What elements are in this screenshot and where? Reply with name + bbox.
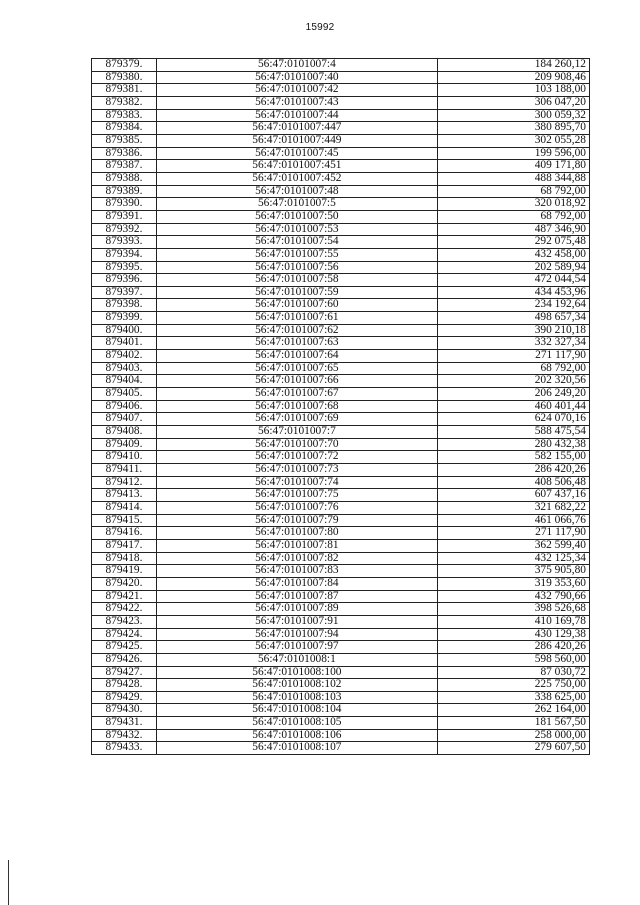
row-number-cell: 879411. — [92, 464, 157, 477]
row-number-cell: 879401. — [92, 337, 157, 350]
cadastral-value-cell: 362 599,40 — [437, 539, 589, 552]
cadastral-value-cell: 209 908,46 — [437, 71, 589, 84]
table-row — [92, 134, 590, 147]
cadastral-number-cell: 56:47:0101007:60 — [156, 299, 437, 312]
cadastral-number-cell: 56:47:0101007:64 — [156, 350, 437, 363]
cadastral-number-cell: 56:47:0101007:91 — [156, 615, 437, 628]
row-number-cell: 879417. — [92, 539, 157, 552]
row-number-cell: 879391. — [92, 210, 157, 223]
cadastral-value-cell: 380 895,70 — [437, 122, 589, 135]
cadastral-value-cell: 68 792,00 — [437, 185, 589, 198]
table-row — [92, 590, 590, 603]
table-row — [92, 71, 590, 84]
table-row — [92, 350, 590, 363]
table-row — [92, 552, 590, 565]
cadastral-number-cell: 56:47:0101008:100 — [156, 666, 437, 679]
cadastral-number-cell: 56:47:0101007:67 — [156, 388, 437, 401]
table-body — [92, 59, 590, 755]
cadastral-value-cell: 434 453,96 — [437, 286, 589, 299]
margin-line — [8, 860, 9, 905]
row-number-cell: 879426. — [92, 653, 157, 666]
row-number-cell: 879389. — [92, 185, 157, 198]
cadastral-value-cell: 430 129,38 — [437, 628, 589, 641]
cadastral-number-cell: 56:47:0101007:447 — [156, 122, 437, 135]
cadastral-value-cell: 87 030,72 — [437, 666, 589, 679]
cadastral-number-cell: 56:47:0101007:82 — [156, 552, 437, 565]
table-row — [92, 641, 590, 654]
row-number-cell: 879429. — [92, 691, 157, 704]
table-row — [92, 59, 590, 72]
cadastral-number-cell: 56:47:0101007:75 — [156, 489, 437, 502]
cadastral-value-cell: 103 188,00 — [437, 84, 589, 97]
row-number-cell: 879422. — [92, 603, 157, 616]
cadastral-value-cell: 202 589,94 — [437, 261, 589, 274]
cadastral-number-cell: 56:47:0101007:65 — [156, 362, 437, 375]
table-row — [92, 615, 590, 628]
cadastral-number-cell: 56:47:0101007:44 — [156, 109, 437, 122]
table-row — [92, 223, 590, 236]
row-number-cell: 879416. — [92, 527, 157, 540]
cadastral-value-cell: 319 353,60 — [437, 577, 589, 590]
cadastral-number-cell: 56:47:0101008:106 — [156, 729, 437, 742]
cadastral-number-cell: 56:47:0101008:103 — [156, 691, 437, 704]
cadastral-value-cell: 258 000,00 — [437, 729, 589, 742]
cadastral-value-cell: 271 117,90 — [437, 350, 589, 363]
cadastral-value-cell: 410 169,78 — [437, 615, 589, 628]
table-row — [92, 679, 590, 692]
row-number-cell: 879408. — [92, 426, 157, 439]
table-row — [92, 362, 590, 375]
table-row — [92, 514, 590, 527]
cadastral-number-cell: 56:47:0101007:59 — [156, 286, 437, 299]
cadastral-number-cell: 56:47:0101007:97 — [156, 641, 437, 654]
cadastral-number-cell: 56:47:0101008:105 — [156, 717, 437, 730]
table-row — [92, 704, 590, 717]
row-number-cell: 879418. — [92, 552, 157, 565]
table-row — [92, 729, 590, 742]
row-number-cell: 879427. — [92, 666, 157, 679]
cadastral-number-cell: 56:47:0101007:449 — [156, 134, 437, 147]
cadastral-value-cell: 225 750,00 — [437, 679, 589, 692]
cadastral-value-cell: 292 075,48 — [437, 236, 589, 249]
row-number-cell: 879394. — [92, 248, 157, 261]
row-number-cell: 879393. — [92, 236, 157, 249]
table-row — [92, 438, 590, 451]
cadastral-value-table — [91, 58, 590, 755]
table-row — [92, 299, 590, 312]
cadastral-number-cell: 56:47:0101007:56 — [156, 261, 437, 274]
table-row — [92, 527, 590, 540]
table-row — [92, 451, 590, 464]
cadastral-number-cell: 56:47:0101007:66 — [156, 375, 437, 388]
table-row — [92, 539, 590, 552]
table-row — [92, 236, 590, 249]
table-row — [92, 413, 590, 426]
table-row — [92, 742, 590, 755]
cadastral-number-cell: 56:47:0101007:451 — [156, 160, 437, 173]
cadastral-number-cell: 56:47:0101007:84 — [156, 577, 437, 590]
cadastral-value-cell: 582 155,00 — [437, 451, 589, 464]
cadastral-number-cell: 56:47:0101008:102 — [156, 679, 437, 692]
row-number-cell: 879433. — [92, 742, 157, 755]
cadastral-value-cell: 624 070,16 — [437, 413, 589, 426]
row-number-cell: 879380. — [92, 71, 157, 84]
cadastral-value-cell: 432 125,34 — [437, 552, 589, 565]
table-row — [92, 691, 590, 704]
row-number-cell: 879395. — [92, 261, 157, 274]
cadastral-number-cell: 56:47:0101007:87 — [156, 590, 437, 603]
cadastral-value-cell: 302 055,28 — [437, 134, 589, 147]
table-row — [92, 185, 590, 198]
cadastral-value-cell: 332 327,34 — [437, 337, 589, 350]
cadastral-value-cell: 202 320,56 — [437, 375, 589, 388]
table-row — [92, 577, 590, 590]
row-number-cell: 879424. — [92, 628, 157, 641]
row-number-cell: 879388. — [92, 172, 157, 185]
table-row — [92, 653, 590, 666]
cadastral-value-cell: 206 249,20 — [437, 388, 589, 401]
row-number-cell: 879381. — [92, 84, 157, 97]
row-number-cell: 879415. — [92, 514, 157, 527]
cadastral-number-cell: 56:47:0101007:55 — [156, 248, 437, 261]
table-row — [92, 84, 590, 97]
cadastral-value-cell: 280 432,38 — [437, 438, 589, 451]
cadastral-value-cell: 279 607,50 — [437, 742, 589, 755]
row-number-cell: 879383. — [92, 109, 157, 122]
cadastral-number-cell: 56:47:0101007:50 — [156, 210, 437, 223]
cadastral-number-cell: 56:47:0101007:48 — [156, 185, 437, 198]
row-number-cell: 879405. — [92, 388, 157, 401]
row-number-cell: 879412. — [92, 476, 157, 489]
cadastral-value-cell: 460 401,44 — [437, 400, 589, 413]
cadastral-value-cell: 398 526,68 — [437, 603, 589, 616]
cadastral-value-cell: 498 657,34 — [437, 312, 589, 325]
cadastral-number-cell: 56:47:0101007:83 — [156, 565, 437, 578]
table-row — [92, 717, 590, 730]
cadastral-value-cell: 598 560,00 — [437, 653, 589, 666]
table-row — [92, 426, 590, 439]
cadastral-number-cell: 56:47:0101007:62 — [156, 324, 437, 337]
cadastral-value-cell: 184 260,12 — [437, 59, 589, 72]
cadastral-value-cell: 68 792,00 — [437, 210, 589, 223]
cadastral-number-cell: 56:47:0101007:89 — [156, 603, 437, 616]
cadastral-value-cell: 607 437,16 — [437, 489, 589, 502]
row-number-cell: 879431. — [92, 717, 157, 730]
cadastral-value-cell: 262 164,00 — [437, 704, 589, 717]
table-row — [92, 375, 590, 388]
row-number-cell: 879386. — [92, 147, 157, 160]
cadastral-number-cell: 56:47:0101007:54 — [156, 236, 437, 249]
page-number: 15992 — [305, 22, 335, 33]
table-row — [92, 172, 590, 185]
cadastral-number-cell: 56:47:0101007:76 — [156, 501, 437, 514]
cadastral-value-cell: 321 682,22 — [437, 501, 589, 514]
table-row — [92, 565, 590, 578]
cadastral-number-cell: 56:47:0101007:73 — [156, 464, 437, 477]
table-row — [92, 210, 590, 223]
table-row — [92, 286, 590, 299]
cadastral-value-cell: 199 596,00 — [437, 147, 589, 160]
table-row — [92, 400, 590, 413]
cadastral-number-cell: 56:47:0101007:43 — [156, 96, 437, 109]
cadastral-number-cell: 56:47:0101007:63 — [156, 337, 437, 350]
row-number-cell: 879409. — [92, 438, 157, 451]
cadastral-number-cell: 56:47:0101007:45 — [156, 147, 437, 160]
cadastral-value-cell: 408 506,48 — [437, 476, 589, 489]
cadastral-number-cell: 56:47:0101007:70 — [156, 438, 437, 451]
row-number-cell: 879403. — [92, 362, 157, 375]
cadastral-value-cell: 338 625,00 — [437, 691, 589, 704]
row-number-cell: 879425. — [92, 641, 157, 654]
row-number-cell: 879382. — [92, 96, 157, 109]
row-number-cell: 879414. — [92, 501, 157, 514]
table-row — [92, 476, 590, 489]
cadastral-number-cell: 56:47:0101007:53 — [156, 223, 437, 236]
cadastral-number-cell: 56:47:0101007:74 — [156, 476, 437, 489]
cadastral-value-cell: 409 171,80 — [437, 160, 589, 173]
cadastral-number-cell: 56:47:0101007:81 — [156, 539, 437, 552]
cadastral-value-cell: 488 344,88 — [437, 172, 589, 185]
row-number-cell: 879404. — [92, 375, 157, 388]
table-row — [92, 147, 590, 160]
table-row — [92, 388, 590, 401]
cadastral-number-cell: 56:47:0101008:1 — [156, 653, 437, 666]
row-number-cell: 879432. — [92, 729, 157, 742]
row-number-cell: 879419. — [92, 565, 157, 578]
cadastral-number-cell: 56:47:0101007:42 — [156, 84, 437, 97]
cadastral-value-cell: 181 567,50 — [437, 717, 589, 730]
cadastral-value-cell: 432 790,66 — [437, 590, 589, 603]
cadastral-value-cell: 472 044,54 — [437, 274, 589, 287]
row-number-cell: 879399. — [92, 312, 157, 325]
cadastral-value-cell: 271 117,90 — [437, 527, 589, 540]
table-row — [92, 666, 590, 679]
cadastral-number-cell: 56:47:0101008:104 — [156, 704, 437, 717]
table-row — [92, 603, 590, 616]
cadastral-number-cell: 56:47:0101007:40 — [156, 71, 437, 84]
row-number-cell: 879406. — [92, 400, 157, 413]
row-number-cell: 879392. — [92, 223, 157, 236]
cadastral-value-cell: 461 066,76 — [437, 514, 589, 527]
cadastral-number-cell: 56:47:0101007:69 — [156, 413, 437, 426]
row-number-cell: 879410. — [92, 451, 157, 464]
cadastral-value-cell: 432 458,00 — [437, 248, 589, 261]
cadastral-number-cell: 56:47:0101008:107 — [156, 742, 437, 755]
row-number-cell: 879385. — [92, 134, 157, 147]
row-number-cell: 879397. — [92, 286, 157, 299]
table-row — [92, 628, 590, 641]
cadastral-number-cell: 56:47:0101007:72 — [156, 451, 437, 464]
table-row — [92, 489, 590, 502]
row-number-cell: 879379. — [92, 59, 157, 72]
cadastral-number-cell: 56:47:0101007:5 — [156, 198, 437, 211]
row-number-cell: 879402. — [92, 350, 157, 363]
cadastral-value-cell: 487 346,90 — [437, 223, 589, 236]
row-number-cell: 879421. — [92, 590, 157, 603]
table-row — [92, 274, 590, 287]
row-number-cell: 879396. — [92, 274, 157, 287]
table-row — [92, 248, 590, 261]
cadastral-value-cell: 306 047,20 — [437, 96, 589, 109]
row-number-cell: 879428. — [92, 679, 157, 692]
cadastral-number-cell: 56:47:0101007:58 — [156, 274, 437, 287]
row-number-cell: 879400. — [92, 324, 157, 337]
cadastral-value-cell: 375 905,80 — [437, 565, 589, 578]
table-row — [92, 324, 590, 337]
table-row — [92, 198, 590, 211]
table-row — [92, 96, 590, 109]
table-row — [92, 312, 590, 325]
cadastral-number-cell: 56:47:0101007:61 — [156, 312, 437, 325]
cadastral-value-cell: 588 475,54 — [437, 426, 589, 439]
cadastral-value-cell: 68 792,00 — [437, 362, 589, 375]
cadastral-number-cell: 56:47:0101007:94 — [156, 628, 437, 641]
row-number-cell: 879390. — [92, 198, 157, 211]
row-number-cell: 879420. — [92, 577, 157, 590]
cadastral-number-cell: 56:47:0101007:80 — [156, 527, 437, 540]
table-row — [92, 122, 590, 135]
row-number-cell: 879398. — [92, 299, 157, 312]
cadastral-value-cell: 390 210,18 — [437, 324, 589, 337]
table-row — [92, 464, 590, 477]
row-number-cell: 879384. — [92, 122, 157, 135]
table-row — [92, 337, 590, 350]
cadastral-number-cell: 56:47:0101007:7 — [156, 426, 437, 439]
cadastral-value-cell: 286 420,26 — [437, 641, 589, 654]
cadastral-value-cell: 286 420,26 — [437, 464, 589, 477]
cadastral-value-cell: 300 059,32 — [437, 109, 589, 122]
cadastral-number-cell: 56:47:0101007:68 — [156, 400, 437, 413]
table-row — [92, 501, 590, 514]
cadastral-number-cell: 56:47:0101007:79 — [156, 514, 437, 527]
cadastral-number-cell: 56:47:0101007:4 — [156, 59, 437, 72]
row-number-cell: 879423. — [92, 615, 157, 628]
cadastral-value-cell: 320 018,92 — [437, 198, 589, 211]
row-number-cell: 879387. — [92, 160, 157, 173]
row-number-cell: 879407. — [92, 413, 157, 426]
cadastral-number-cell: 56:47:0101007:452 — [156, 172, 437, 185]
row-number-cell: 879430. — [92, 704, 157, 717]
table-row — [92, 109, 590, 122]
table-row — [92, 160, 590, 173]
cadastral-value-cell: 234 192,64 — [437, 299, 589, 312]
table-row — [92, 261, 590, 274]
row-number-cell: 879413. — [92, 489, 157, 502]
